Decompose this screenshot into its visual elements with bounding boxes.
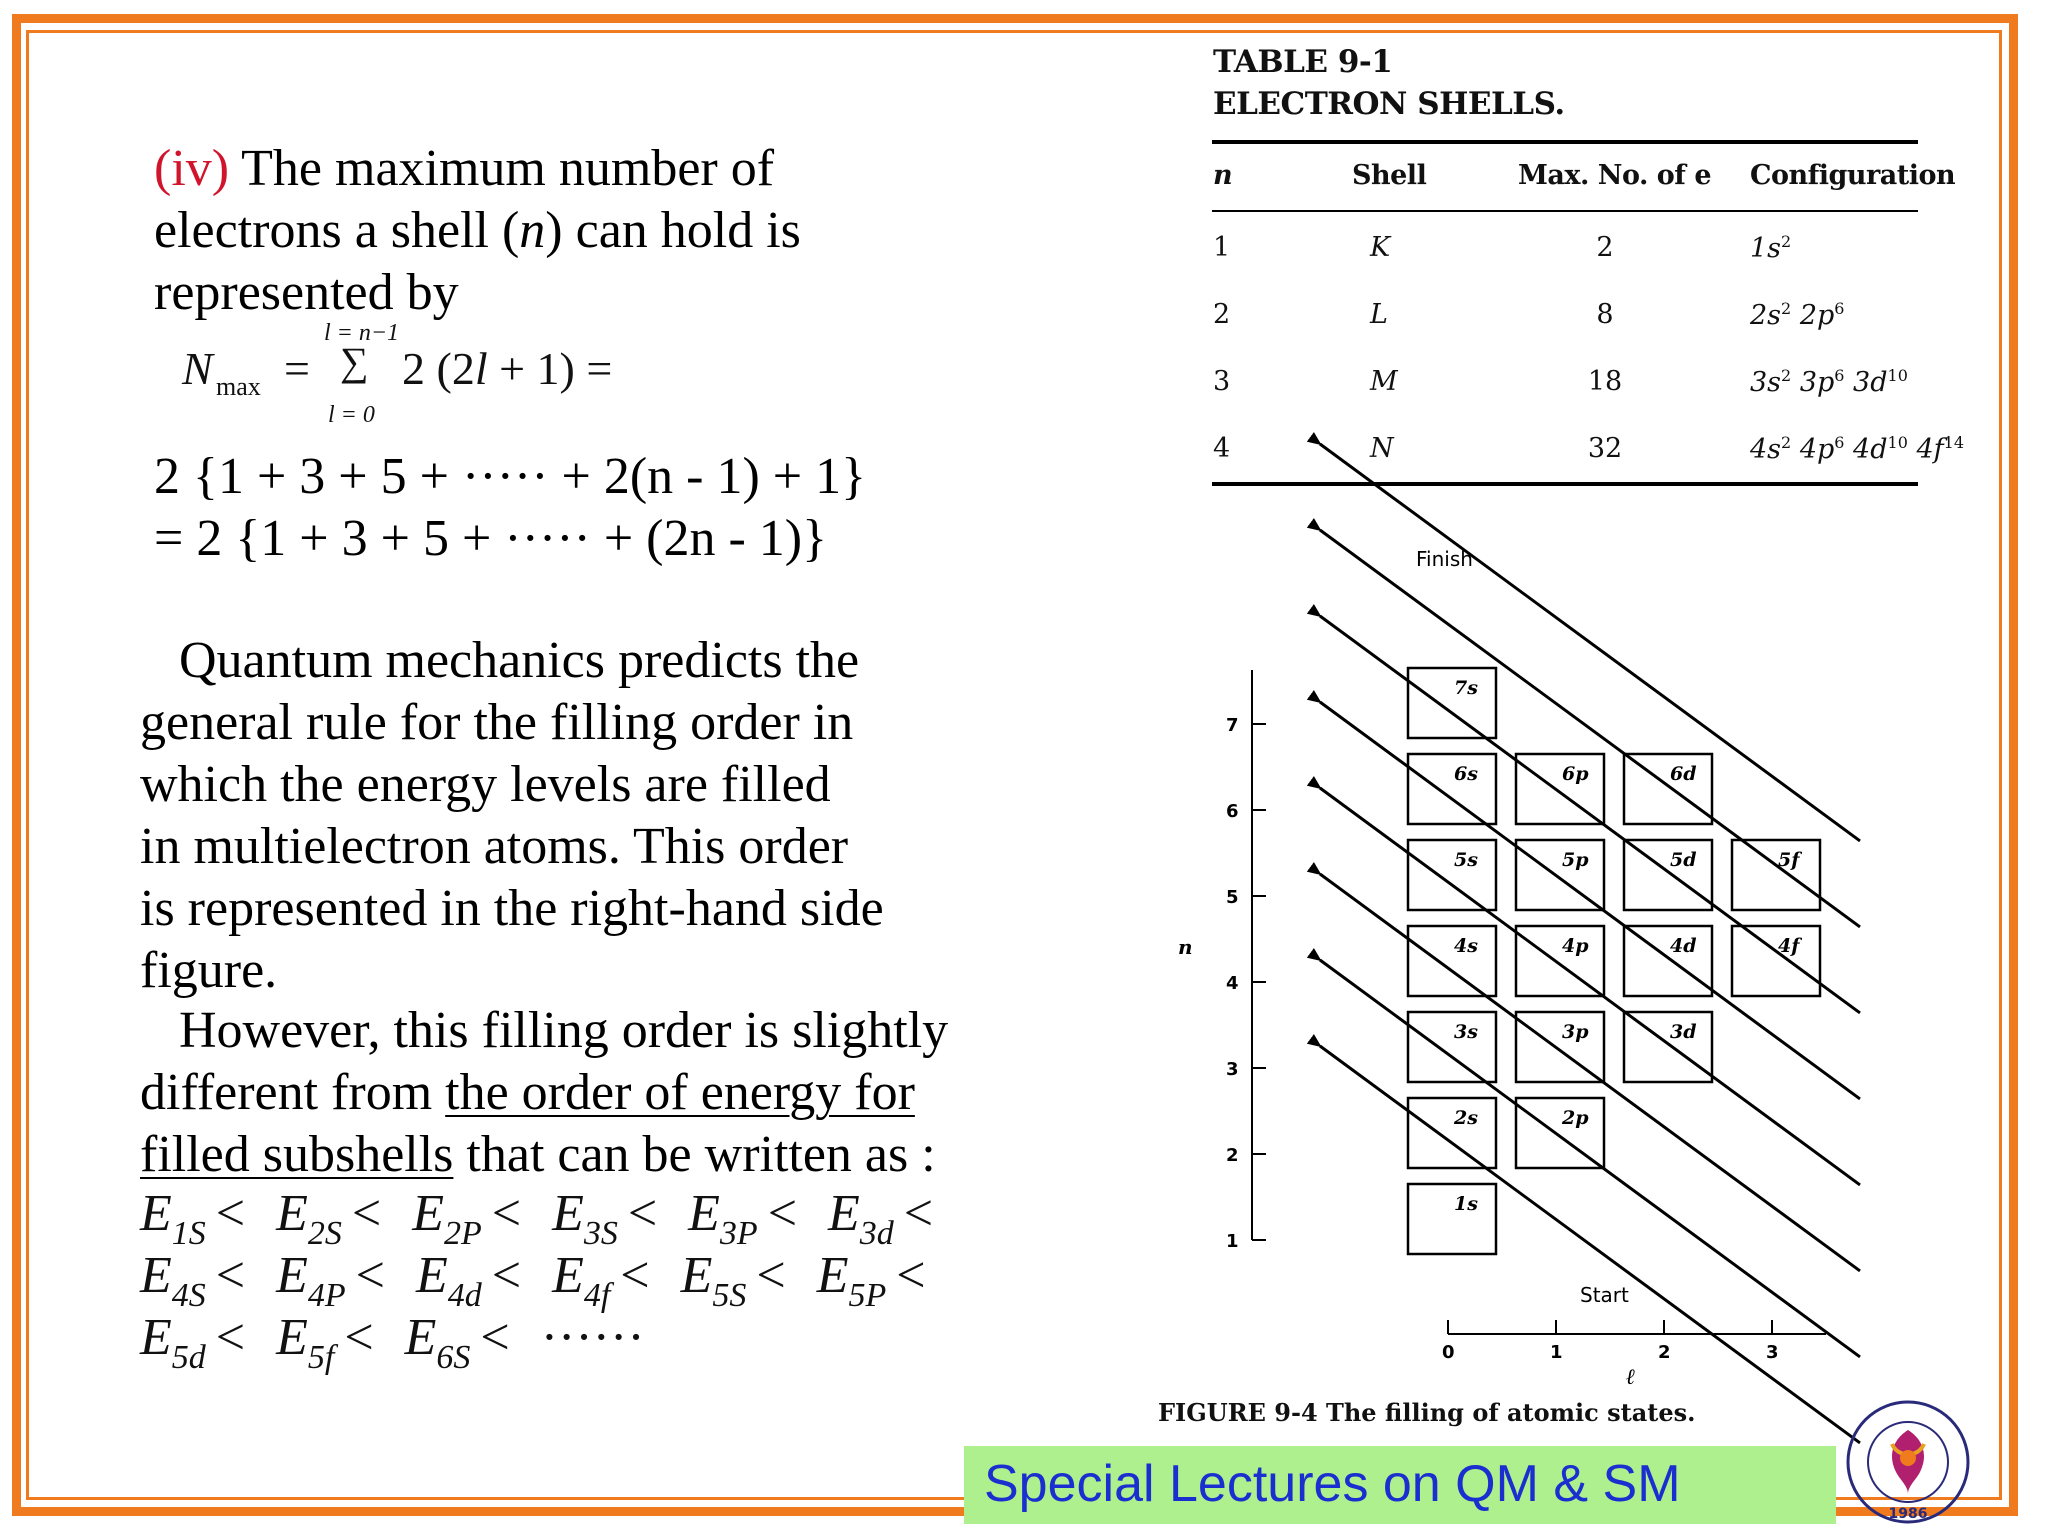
university-logo-icon xyxy=(1838,1396,1978,1528)
n-axis xyxy=(1226,670,1266,1252)
nmax-formula xyxy=(180,320,640,434)
subshell-label: 3p xyxy=(1562,1021,1589,1043)
l-axis-tick-label: 2 xyxy=(1658,1342,1671,1363)
table-header-n: n xyxy=(1213,160,1233,191)
filling-diagonal xyxy=(1320,788,1860,1185)
n-symbol: N xyxy=(182,343,213,394)
course-title: Special Lectures on QM & SM xyxy=(984,1455,1681,1513)
paragraph-2-line-3: filled subshells that can be written as : xyxy=(140,1126,936,1183)
subshell-label: 6s xyxy=(1454,763,1478,785)
series-line-2: = 2 {1 + 3 + 5 + ····· + (2n - 1)} xyxy=(154,510,828,567)
filling-diagonal xyxy=(1320,444,1860,841)
subshell-label: 2s xyxy=(1454,1107,1478,1129)
energy-order-row-3: $E_{5d} < E_{5f} < E_{6S}$ < ······ xyxy=(140,1309,645,1376)
energy-order-row-2: $E_{4S} < E_{4P} < E_{4d} < E_{4f} < E_{5S} < E_{5P}$ < xyxy=(140,1247,926,1314)
underlined-phrase: the order of energy for xyxy=(445,1064,915,1121)
paragraph-1-line-3: which the energy levels are filled xyxy=(140,756,831,813)
subshell-cells xyxy=(1408,668,1820,1254)
paragraph-1-line-5: is represented in the right-hand side xyxy=(140,880,884,937)
filling-diagonal xyxy=(1320,874,1860,1271)
subshell-label: 5p xyxy=(1562,849,1589,871)
table-header-rule xyxy=(1212,210,1918,212)
underlined-phrase: filled subshells xyxy=(140,1126,454,1183)
sum-lower-limit: l = 0 xyxy=(328,402,375,428)
l-axis xyxy=(1442,1320,1826,1363)
subshell-label: 3d xyxy=(1670,1021,1697,1043)
n-axis-tick-label: 5 xyxy=(1226,887,1239,908)
subshell-cell-6s xyxy=(1408,754,1496,824)
table-header-configuration: Configuration xyxy=(1750,160,1956,191)
paragraph-2-line-1: However, this filling order is slightly xyxy=(140,1002,949,1059)
figure-caption: FIGURE 9-4 The filling of atomic states. xyxy=(1158,1398,1696,1427)
subshell-cell-5f xyxy=(1732,840,1820,910)
subshell-cell-3s xyxy=(1408,1012,1496,1082)
table-header-shell: Shell xyxy=(1352,160,1427,191)
subshell-cell-7s xyxy=(1408,668,1496,738)
filling-diagonal xyxy=(1320,702,1860,1099)
subshell-label: 5s xyxy=(1454,849,1478,871)
subshell-label: 5f xyxy=(1778,849,1800,871)
table-bottom-rule xyxy=(1212,482,1918,486)
subshell-label: 4f xyxy=(1778,935,1800,957)
n-subscript: max xyxy=(216,372,261,401)
subshell-cell-1s xyxy=(1408,1184,1496,1254)
l-axis-tick-label: 0 xyxy=(1442,1342,1455,1363)
subshell-cell-2s xyxy=(1408,1098,1496,1168)
n-axis-tick-label: 6 xyxy=(1226,801,1239,822)
sum-term: 2 (2l + 1) = xyxy=(402,343,613,394)
l-axis-tick-label: 1 xyxy=(1550,1342,1563,1363)
sum-upper-limit: l = n−1 xyxy=(324,320,400,346)
subshell-cell-4f xyxy=(1732,926,1820,996)
subshell-label: 4p xyxy=(1562,935,1589,957)
intro-line-2: electrons a shell (n) can hold is xyxy=(154,202,801,259)
table-subtitle: ELECTRON SHELLS. xyxy=(1213,86,1565,122)
subshell-cell-4s xyxy=(1408,926,1496,996)
paragraph-1-line-2: general rule for the filling order in xyxy=(140,694,854,751)
item-marker: (iv) xyxy=(154,140,230,197)
n-axis-tick-label: 2 xyxy=(1226,1145,1239,1166)
energy-order-row-1: $E_{1S} < E_{2S} < E_{2P} < E_{3S} < E_{3P} < E_{3d}$ < xyxy=(140,1185,934,1252)
logo-year: 1986 xyxy=(1888,1506,1928,1522)
subshell-cell-5s xyxy=(1408,840,1496,910)
series-line-1: 2 {1 + 3 + 5 + ····· + 2(n - 1) + 1} xyxy=(154,448,867,505)
finish-label: Finish xyxy=(1416,547,1473,571)
subshell-label: 4d xyxy=(1670,935,1697,957)
subshell-label: 6p xyxy=(1562,763,1589,785)
course-banner xyxy=(964,1446,1836,1524)
paragraph-1-line-4: in multielectron atoms. This order xyxy=(140,818,849,875)
n-axis-tick-label: 7 xyxy=(1226,715,1239,736)
subshell-label: 4s xyxy=(1454,935,1478,957)
subshell-label: 7s xyxy=(1454,677,1478,699)
subshell-label: 5d xyxy=(1670,849,1697,871)
table-top-rule xyxy=(1212,140,1918,144)
l-axis-label: ℓ xyxy=(1626,1364,1636,1390)
equals-sign: = xyxy=(284,343,310,394)
subshell-label: 2p xyxy=(1562,1107,1589,1129)
start-label: Start xyxy=(1580,1283,1629,1307)
n-axis-tick-label: 1 xyxy=(1226,1231,1239,1252)
paragraph-1-line-1: Quantum mechanics predicts the xyxy=(140,632,860,689)
n-axis-tick-label: 3 xyxy=(1226,1059,1239,1080)
intro-line-1: (iv) The maximum number of xyxy=(154,140,775,197)
table-header-max: Max. No. of e xyxy=(1518,160,1711,191)
subshell-label: 3s xyxy=(1454,1021,1478,1043)
n-axis-label: n xyxy=(1178,935,1193,959)
paragraph-1-line-6: figure. xyxy=(140,942,278,999)
table-title: TABLE 9-1 xyxy=(1213,44,1393,80)
subshell-label: 6d xyxy=(1670,763,1697,785)
n-axis-tick-label: 4 xyxy=(1226,973,1239,994)
filling-order-figure xyxy=(1180,500,1860,1390)
subshell-label: 1s xyxy=(1454,1193,1478,1215)
intro-line-3: represented by xyxy=(154,264,459,321)
filling-diagonal xyxy=(1320,1046,1860,1443)
sum-symbol: ∑ xyxy=(340,339,369,384)
l-axis-tick-label: 3 xyxy=(1766,1342,1779,1363)
paragraph-2-line-2: different from the order of energy for xyxy=(140,1064,915,1121)
